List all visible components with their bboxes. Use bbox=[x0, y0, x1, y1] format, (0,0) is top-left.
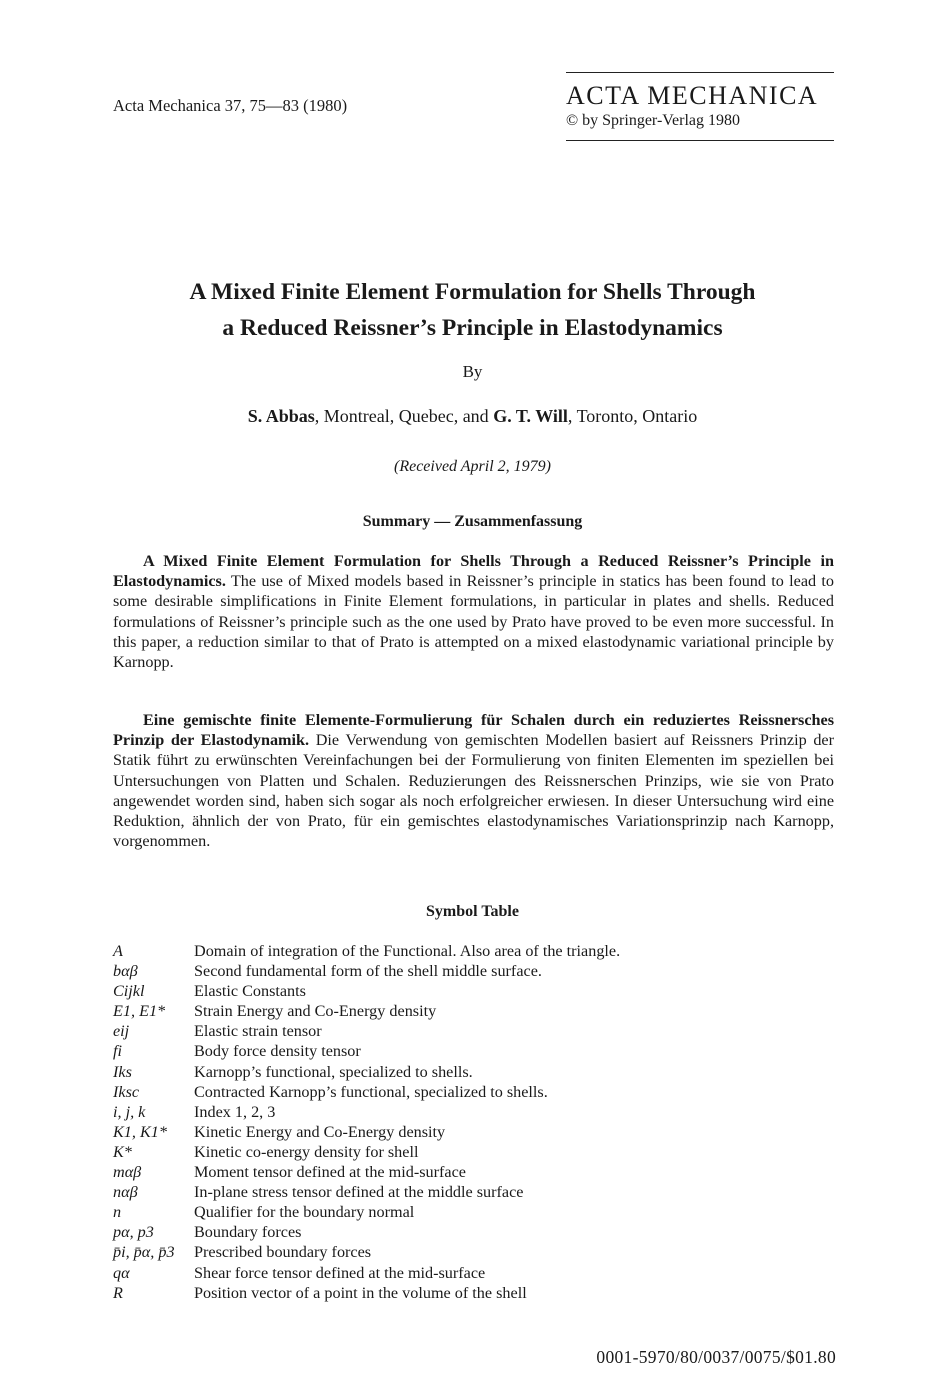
masthead-bottom-rule bbox=[566, 140, 834, 141]
symbol-description: Contracted Karnopp’s functional, specialized to shells. bbox=[194, 1082, 548, 1101]
symbol-description: Karnopp’s functional, specialized to shells. bbox=[194, 1062, 473, 1081]
abstract-german-title: Eine gemischte finite Elemente-Formulierung für Schalen durch ein reduziertes Reissnersches Prinzip der Elastodynamik. bbox=[113, 711, 834, 750]
author-line bbox=[0, 406, 945, 427]
author-1-affiliation: , Montreal, Quebec, and bbox=[314, 406, 494, 426]
journal-name: ACTA MECHANICA bbox=[566, 81, 819, 110]
byline-label: By bbox=[462, 362, 483, 381]
author-1-name: S. Abbas bbox=[247, 406, 315, 426]
abstract-german-body: Die Verwendung von gemischten Modellen basiert auf Reissners Prinzip der Statik führt zu erwünschten Vereinfachungen bei der Formulierung von finiten Elementen im speziellen bei Untersuchungen von Platten und Schalen. Reduzierungen des Reissnerschen Prinzips, wie sie von Prato angewendet worden sind, haben sich sogar als noch erfolgreicher erwiesen. In dieser Untersuchung wird eine Reduktion, ähnlich der von Prato, für ein gemischtes elastodynamisches Variationsprinzip nach Karnopp, vorgenommen. bbox=[113, 731, 834, 851]
symbol-row bbox=[113, 1021, 838, 1041]
symbol: K1, K1* bbox=[113, 1122, 167, 1141]
symbol-row bbox=[113, 1242, 838, 1262]
symbol-description: Moment tensor defined at the mid-surface bbox=[194, 1163, 466, 1182]
symbol: qα bbox=[113, 1263, 130, 1282]
abstract-german bbox=[113, 710, 834, 851]
symbol-row bbox=[113, 981, 838, 1001]
symbol-description: Position vector of a point in the volume of the shell bbox=[194, 1283, 527, 1302]
title-line-2: a Reduced Reissner’s Principle in Elastodynamics bbox=[222, 315, 723, 341]
symbol-description: Body force density tensor bbox=[194, 1042, 361, 1061]
symbol: K* bbox=[113, 1142, 132, 1161]
symbol: eij bbox=[113, 1022, 130, 1041]
symbol-row bbox=[113, 1001, 838, 1021]
abstract-english bbox=[113, 551, 834, 672]
symbol-table bbox=[113, 941, 838, 1303]
symbol: E1, E1* bbox=[113, 1002, 166, 1021]
symbol: mαβ bbox=[113, 1163, 142, 1182]
symbol-row bbox=[113, 1263, 838, 1283]
symbol-description: Elastic strain tensor bbox=[194, 1022, 322, 1041]
symbol: fi bbox=[113, 1042, 122, 1061]
abstract-english-title: A Mixed Finite Element Formulation for Shells Through a Reduced Reissner’s Principle in Elastodynamics. bbox=[113, 552, 834, 591]
symbol-description: Boundary forces bbox=[194, 1223, 302, 1242]
symbol: Iksc bbox=[113, 1082, 140, 1101]
summary-heading: Summary — Zusammenfassung bbox=[362, 513, 583, 530]
symbol-row bbox=[113, 1102, 838, 1122]
symbol-description: Qualifier for the boundary normal bbox=[194, 1203, 415, 1222]
symbol-description: Index 1, 2, 3 bbox=[194, 1102, 276, 1121]
symbol: pα, p3 bbox=[113, 1223, 154, 1242]
symbol-row bbox=[113, 1222, 838, 1242]
symbol-row bbox=[113, 1082, 838, 1102]
symbol-description: Domain of integration of the Functional. Also area of the triangle. bbox=[194, 942, 621, 960]
author-2-name: G. T. Will bbox=[493, 406, 568, 426]
symbol-description: Prescribed boundary forces bbox=[194, 1243, 372, 1262]
journal-masthead bbox=[566, 72, 834, 141]
symbol: nαβ bbox=[113, 1183, 138, 1202]
symbol: R bbox=[113, 1283, 123, 1302]
symbol-description: Kinetic co-energy density for shell bbox=[194, 1142, 419, 1161]
symbol-row bbox=[113, 1182, 838, 1202]
symbol-description: Second fundamental form of the shell middle surface. bbox=[194, 962, 542, 981]
symbol-description: Shear force tensor defined at the mid-surface bbox=[194, 1263, 486, 1282]
symbol: n bbox=[113, 1203, 122, 1222]
symbol-row bbox=[113, 961, 838, 981]
symbol-row bbox=[113, 1283, 838, 1303]
symbol-description: In-plane stress tensor defined at the middle surface bbox=[194, 1183, 524, 1202]
symbol-row bbox=[113, 1202, 838, 1222]
masthead-top-rule bbox=[566, 72, 834, 73]
copyright-code: 0001-5970/80/0037/0075/$01.80 bbox=[596, 1347, 836, 1367]
author-2-affiliation: , Toronto, Ontario bbox=[567, 406, 698, 426]
symbol-description: Elastic Constants bbox=[194, 982, 306, 1001]
symbol-row bbox=[113, 1122, 838, 1142]
symbol-row bbox=[113, 1162, 838, 1182]
received-date: (Received April 2, 1979) bbox=[394, 458, 551, 475]
symbol-row bbox=[113, 1142, 838, 1162]
symbol-table-heading: Symbol Table bbox=[426, 903, 519, 920]
symbol-description: Kinetic Energy and Co-Energy density bbox=[194, 1122, 446, 1141]
symbol: Cijkl bbox=[113, 982, 145, 1001]
title-line-1: A Mixed Finite Element Formulation for Shells Through bbox=[189, 279, 756, 305]
publisher-copyright: © by Springer-Verlag 1980 bbox=[566, 112, 741, 129]
symbol: p̄i, p̄α, p̄3 bbox=[113, 1243, 175, 1262]
symbol-row bbox=[113, 1041, 838, 1061]
abstract-english-body: The use of Mixed models based in Reissner’s principle in statics has been found to lead to some desirable simplifications in Finite Element formulations, in particular in plates and shells. Reduced formulations of Reissner’s principle such as the one used by Prato have proved to be even more successful. In this paper, a reduction similar to that of Prato is attempted on a mixed elastodynamic variational principle by Karnopp. bbox=[113, 572, 834, 672]
symbol-description: Strain Energy and Co-Energy density bbox=[194, 1002, 437, 1021]
journal-citation: Acta Mechanica 37, 75—83 (1980) bbox=[113, 96, 348, 115]
symbol: A bbox=[113, 942, 123, 960]
symbol: i, j, k bbox=[113, 1102, 146, 1121]
symbol: bαβ bbox=[113, 962, 138, 981]
article-title bbox=[100, 274, 845, 346]
symbol-row bbox=[113, 1062, 838, 1082]
symbol: Iks bbox=[113, 1062, 132, 1081]
symbol-row bbox=[113, 941, 838, 961]
